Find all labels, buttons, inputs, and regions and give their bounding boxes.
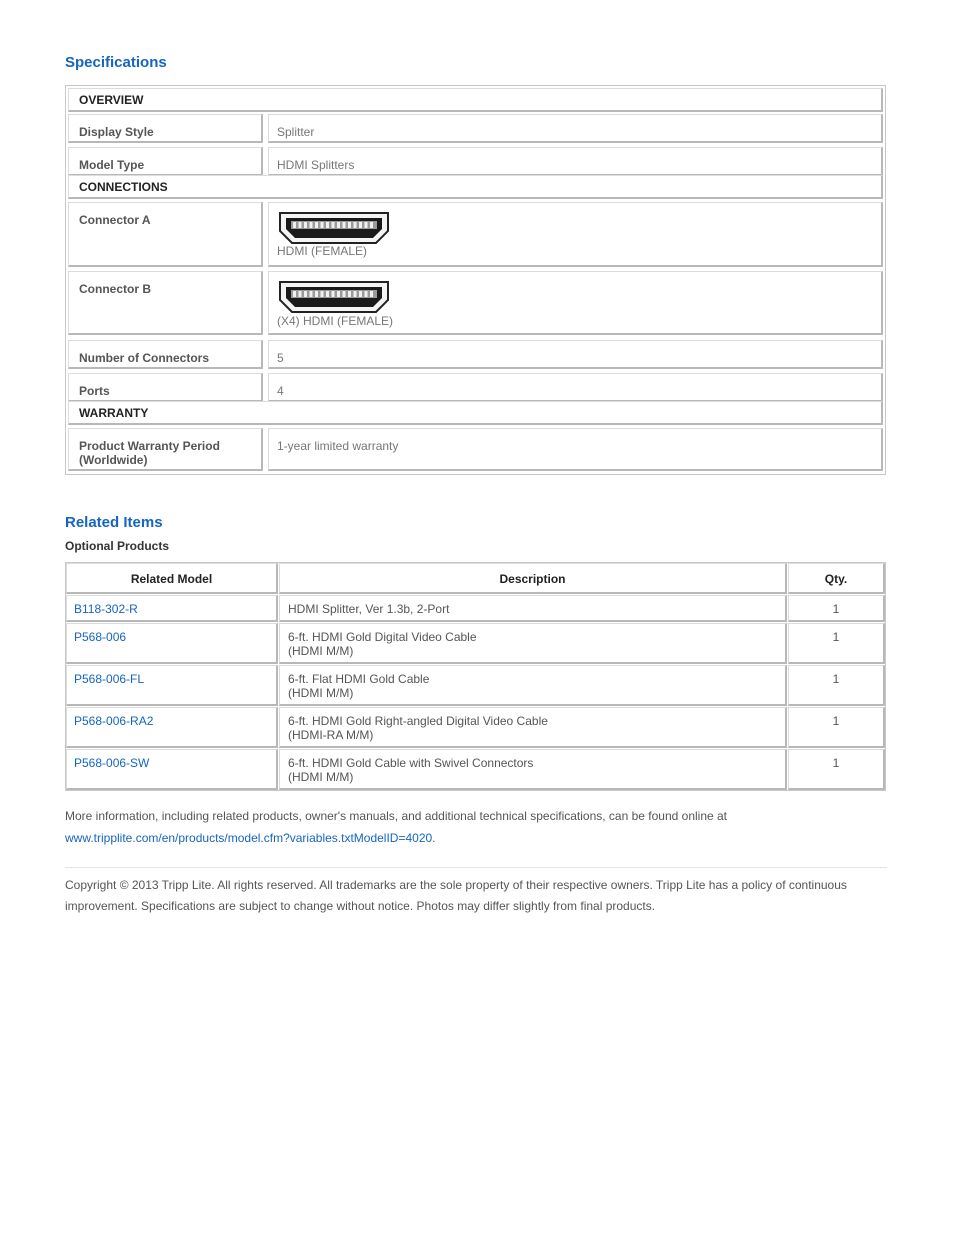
related-items-title: Related Items (65, 514, 163, 531)
model-type-value: HDMI Splitters (268, 147, 883, 176)
description-line: 6-ft. HDMI Gold Cable with Swivel Connectors (288, 756, 534, 770)
column-header-description: Description (279, 563, 787, 594)
description-line: 6-ft. Flat HDMI Gold Cable (288, 672, 430, 686)
related-items-table (65, 562, 886, 791)
table-row (66, 707, 278, 748)
model-link[interactable]: P568-006-SW (74, 756, 150, 770)
connector-a-value (268, 202, 883, 267)
description-line: (HDMI M/M) (288, 770, 354, 784)
overview-heading: OVERVIEW (68, 88, 883, 112)
description-line: (HDMI-RA M/M) (288, 728, 374, 742)
row-qty: 1 (788, 665, 885, 706)
model-link[interactable]: P568-006-FL (74, 672, 145, 686)
warranty-period-label: Product Warranty Period (Worldwide) (68, 428, 263, 471)
row-qty: 1 (788, 623, 885, 664)
divider (65, 867, 887, 868)
number-of-connectors-label: Number of Connectors (68, 340, 263, 369)
display-style-value: Splitter (268, 114, 883, 143)
table-row (66, 665, 278, 706)
description-line: (HDMI M/M) (288, 686, 354, 700)
warranty-heading: WARRANTY (68, 401, 883, 425)
row-description (279, 623, 787, 664)
hdmi-port-icon (277, 210, 393, 248)
more-information-period: . (432, 831, 436, 845)
ports-value: 4 (268, 373, 883, 402)
display-style-label: Display Style (68, 114, 263, 143)
connections-heading: CONNECTIONS (68, 175, 883, 199)
row-description (279, 749, 787, 790)
column-header-model: Related Model (66, 563, 278, 594)
connector-b-value (268, 271, 883, 335)
column-header-qty: Qty. (788, 563, 885, 594)
specifications-title: Specifications (65, 54, 167, 71)
model-link[interactable]: B118-302-R (74, 602, 138, 616)
connector-b-label: Connector B (68, 271, 263, 335)
description-line: HDMI Splitter, Ver 1.3b, 2-Port (288, 602, 450, 616)
row-qty: 1 (788, 749, 885, 790)
model-type-label: Model Type (68, 147, 263, 176)
warranty-period-value: 1-year limited warranty (268, 428, 883, 471)
model-link[interactable]: P568-006 (74, 630, 127, 644)
table-row (66, 623, 278, 664)
row-description (279, 707, 787, 748)
connector-b-caption: (X4) HDMI (FEMALE) (277, 314, 394, 328)
table-row (66, 595, 278, 622)
table-row (66, 749, 278, 790)
description-line: 6-ft. HDMI Gold Right-angled Digital Video Cable (288, 714, 548, 728)
row-qty: 1 (788, 595, 885, 622)
more-information-sentence: More information, including related products, owner's manuals, and additional technical specifications, can be found online at (65, 809, 728, 823)
row-description (279, 595, 787, 622)
more-information-text (65, 805, 895, 849)
connector-a-label: Connector A (68, 202, 263, 267)
description-line: (HDMI M/M) (288, 644, 354, 658)
number-of-connectors-value: 5 (268, 340, 883, 369)
optional-products-heading: Optional Products (65, 539, 170, 553)
row-qty: 1 (788, 707, 885, 748)
model-link[interactable]: P568-006-RA2 (74, 714, 154, 728)
row-description (279, 665, 787, 706)
description-line: 6-ft. HDMI Gold Digital Video Cable (288, 630, 477, 644)
product-page-link[interactable]: www.tripplite.com/en/products/model.cfm?variables.txtModelID=4020 (65, 831, 433, 845)
connector-a-caption: HDMI (FEMALE) (277, 244, 367, 258)
copyright-text: Copyright © 2013 Tripp Lite. All rights reserved. All trademarks are the sole property of their respective owners. Tripp Lite has a policy of continuous improvement. Specifications are subject to change without notice. Photos may differ slightly from final products. (65, 878, 847, 913)
ports-label: Ports (68, 373, 263, 402)
hdmi-port-icon (277, 279, 393, 317)
specifications-table (65, 85, 886, 475)
